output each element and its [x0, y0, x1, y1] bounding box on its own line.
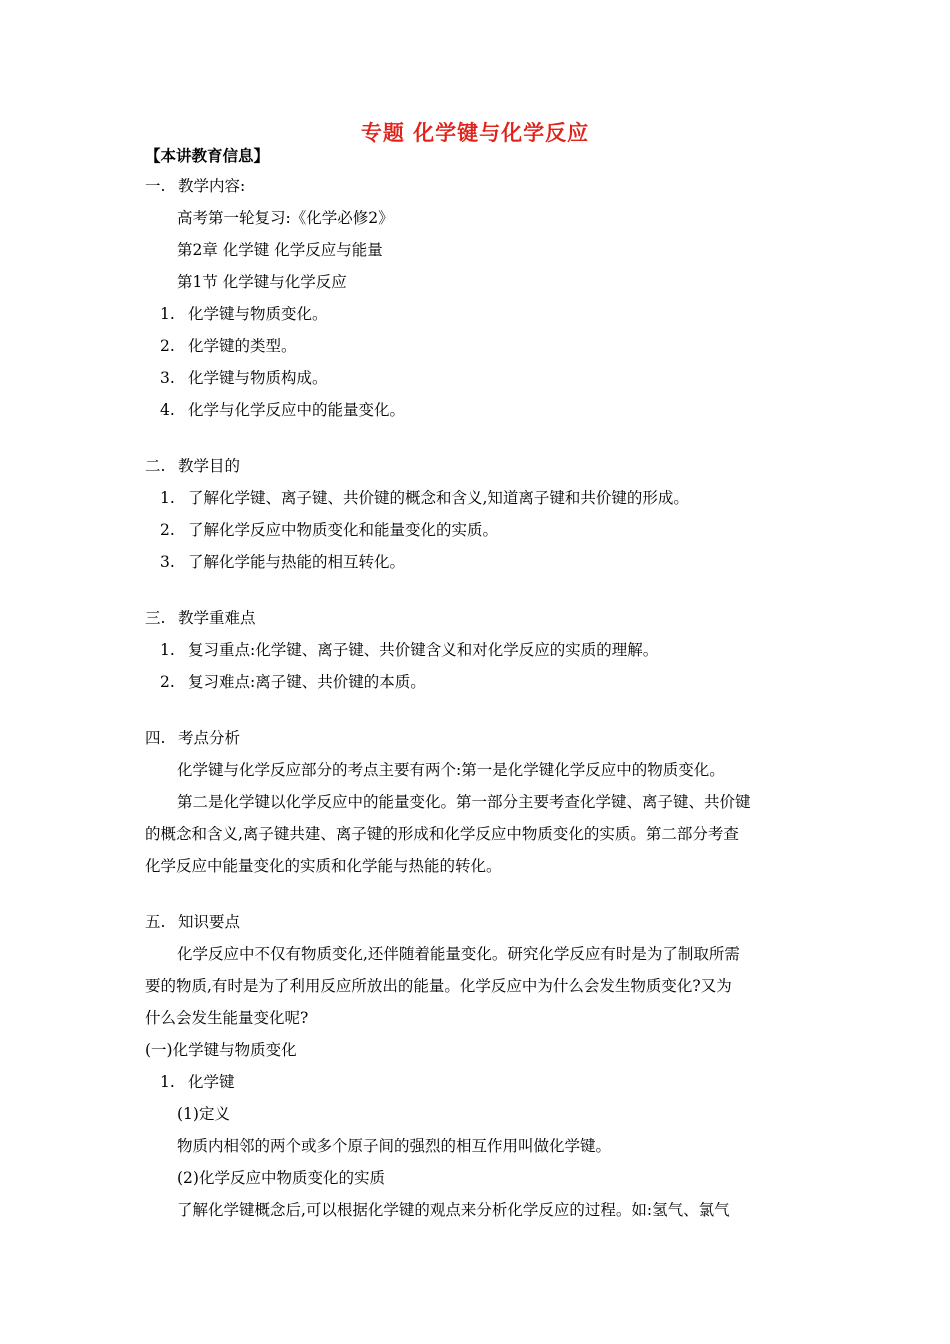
list-item: [160, 488, 689, 508]
list-item-number: 1.: [160, 489, 175, 507]
list-item-text: 化学键: [188, 1073, 235, 1091]
list-item: [160, 640, 658, 660]
section-5-paragraph-line-1: 化学反应中不仅有物质变化,还伴随着能量变化。研究化学反应有时是为了制取所需: [177, 945, 740, 963]
list-item-text: 了解化学能与热能的相互转化。: [188, 553, 406, 571]
list-item-number: 2.: [160, 521, 175, 539]
list-item-number: 2.: [160, 673, 175, 691]
essence-text: 了解化学键概念后,可以根据化学键的观点来分析化学反应的过程。如:氢气、氯气: [177, 1201, 730, 1219]
list-item: [160, 520, 498, 540]
section-3-heading: [145, 608, 256, 628]
section-5-title: 知识要点: [178, 913, 241, 931]
definition-heading: (1)定义: [177, 1105, 230, 1123]
definition-text: 物质内相邻的两个或多个原子间的强烈的相互作用叫做化学键。: [177, 1137, 612, 1155]
section-1-sub-1: 高考第一轮复习:《化学必修2》: [177, 209, 394, 227]
list-item-text: 复习重点:化学键、离子键、共价键含义和对化学反应的实质的理解。: [188, 641, 659, 659]
list-item-text: 化学键与物质构成。: [188, 369, 328, 387]
list-item-text: 了解化学反应中物质变化和能量变化的实质。: [188, 521, 499, 539]
list-item: [160, 400, 405, 420]
section-1-number: 一.: [145, 177, 166, 195]
section-4-paragraph-2-line-1: 第二是化学键以化学反应中的能量变化。第一部分主要考查化学键、离子键、共价键: [177, 793, 751, 811]
section-5-paragraph-line-2: 要的物质,有时是为了利用反应所放出的能量。化学反应中为什么会发生物质变化?又为: [145, 977, 732, 995]
section-1-sub-3: 第1节 化学键与化学反应: [177, 273, 347, 291]
list-item-text: 化学与化学反应中的能量变化。: [188, 401, 406, 419]
section-1-heading: [145, 176, 245, 196]
section-4-paragraph-2-line-2: 的概念和含义,离子键共建、离子键的形成和化学反应中物质变化的实质。第二部分考查: [145, 825, 739, 843]
section-4-heading: [145, 728, 240, 748]
list-item-text: 化学键与物质变化。: [188, 305, 328, 323]
list-item-number: 3.: [160, 553, 175, 571]
section-4-paragraph-2-line-3: 化学反应中能量变化的实质和化学能与热能的转化。: [145, 857, 502, 875]
section-5-heading: [145, 912, 240, 932]
section-4-number: 四.: [145, 729, 166, 747]
section-2-heading: [145, 456, 240, 476]
list-item: [160, 1072, 235, 1092]
section-1-sub-2: 第2章 化学键 化学反应与能量: [177, 241, 383, 259]
section-5-number: 五.: [145, 913, 166, 931]
list-item-number: 4.: [160, 401, 175, 419]
list-item-number: 1.: [160, 1073, 175, 1091]
section-5-paragraph-line-3: 什么会发生能量变化呢?: [145, 1009, 309, 1027]
essence-heading: (2)化学反应中物质变化的实质: [177, 1169, 385, 1187]
list-item-number: 2.: [160, 337, 175, 355]
section-2-title: 教学目的: [178, 457, 241, 475]
section-3-number: 三.: [145, 609, 166, 627]
page-title: 专题 化学键与化学反应: [360, 121, 590, 145]
list-item: [160, 336, 297, 356]
list-item: [160, 672, 426, 692]
list-item: [160, 552, 405, 572]
list-item-text: 化学键的类型。: [188, 337, 297, 355]
list-item-text: 了解化学键、离子键、共价键的概念和含义,知道离子键和共价键的形成。: [188, 489, 689, 507]
subsection-heading: (一)化学键与物质变化: [145, 1041, 297, 1059]
section-4-paragraph-1: 化学键与化学反应部分的考点主要有两个:第一是化学键化学反应中的物质变化。: [177, 761, 725, 779]
section-4-title: 考点分析: [178, 729, 241, 747]
list-item-number: 1.: [160, 305, 175, 323]
list-item: [160, 368, 328, 388]
list-item-number: 1.: [160, 641, 175, 659]
section-1-title: 教学内容:: [178, 177, 246, 195]
section-2-number: 二.: [145, 457, 166, 475]
list-item: [160, 304, 328, 324]
section-3-title: 教学重难点: [178, 609, 256, 627]
info-header: 【本讲教育信息】: [145, 147, 270, 165]
list-item-number: 3.: [160, 369, 175, 387]
list-item-text: 复习难点:离子键、共价键的本质。: [188, 673, 426, 691]
